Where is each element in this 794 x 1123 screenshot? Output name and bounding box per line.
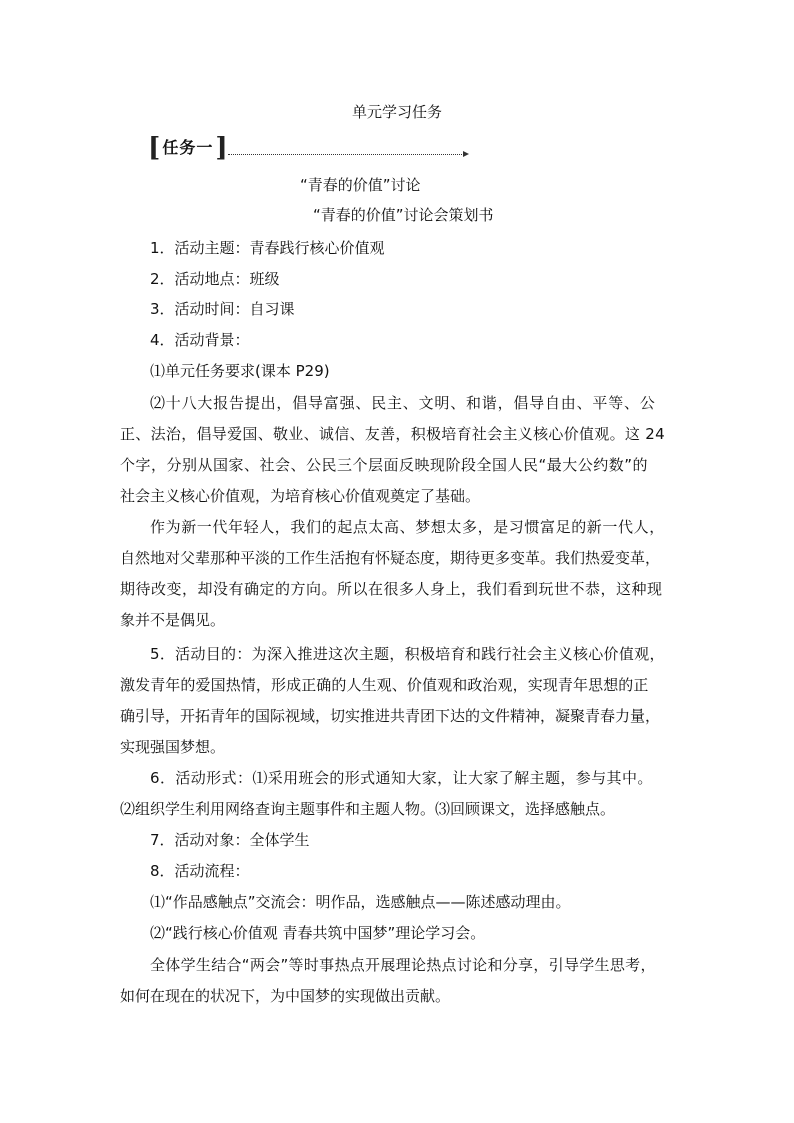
right-bracket-icon: ]	[215, 133, 228, 163]
unit-title: 单元学习任务	[351, 103, 442, 121]
task-badge	[148, 133, 228, 163]
paragraph-line: 全体学生结合“两会”等时事热点开展理论热点讨论和分享，引导学生思考，	[150, 956, 656, 974]
paragraph-line: 4．活动背景：	[150, 331, 250, 349]
paragraph-line: 激发青年的爱国热情，形成正确的人生观、价值观和政治观，实现青年思想的正	[120, 676, 649, 694]
paragraph-line: 2．活动地点：班级	[150, 270, 280, 288]
paragraph-line: 7．活动对象：全体学生	[150, 831, 310, 849]
plan-title: “青春的价值”讨论会策划书	[313, 206, 494, 224]
paragraph-line: 确引导，开拓青年的国际视域，切实推进共青团下达的文件精神，凝聚青春力量，	[120, 707, 661, 725]
paragraph-line: 如何在现在的状况下，为中国梦的实现做出贡献。	[120, 987, 451, 1005]
paragraph-line: 正、法治，倡导爱国、敬业、诚信、友善，积极培育社会主义核心价值观。这 24	[120, 425, 665, 443]
paragraph-line: 作为新一代年轻人，我们的起点太高、梦想太多，是习惯富足的新一代人，	[150, 518, 665, 536]
paragraph-line: 自然地对父辈那种平淡的工作生活抱有怀疑态度，期待更多变革。我们热爱变革，	[120, 549, 661, 567]
paragraph-line: 个字，分别从国家、社会、公民三个层面反映现阶段全国人民“最大公约数”的	[120, 456, 649, 474]
paragraph-line: ⑵组织学生利用网络查询主题事件和主题人物。⑶回顾课文，选择感触点。	[120, 800, 616, 818]
task-label: 任务一	[162, 138, 214, 157]
paragraph-line: ⑵“践行核心价值观 青春共筑中国梦”理论学习会。	[150, 924, 486, 942]
paragraph-line: 1．活动主题：青春践行核心价值观	[150, 239, 385, 257]
paragraph-line: 8．活动流程：	[150, 862, 250, 880]
paragraph-line: ⑴单元任务要求(课本 P29)	[150, 362, 330, 380]
paragraph-line: 象并不是偶见。	[120, 611, 226, 629]
paragraph-line: 社会主义核心价值观，为培育核心价值观奠定了基础。	[120, 487, 481, 505]
paragraph-line: ⑵十八大报告提出，倡导富强、民主、文明、和谐，倡导自由、平等、公	[150, 394, 656, 412]
task-divider	[228, 154, 466, 155]
paragraph-line: 期待改变，却没有确定的方向。所以在很多人身上，我们看到玩世不恭，这种现	[120, 580, 663, 598]
paragraph-line: 6．活动形式：⑴采用班会的形式通知大家，让大家了解主题，参与其中。	[150, 769, 653, 787]
paragraph-line: 实现强国梦想。	[120, 738, 226, 756]
paragraph-line: 5．活动目的：为深入推进这次主题，积极培育和践行社会主义核心价值观，	[150, 645, 665, 663]
section-subtitle: “青春的价值”讨论	[300, 176, 421, 194]
paragraph-line: ⑴“作品感触点”交流会：明作品，选感触点——陈述感动理由。	[150, 893, 571, 911]
paragraph-line: 3．活动时间：自习课	[150, 300, 295, 318]
left-bracket-icon: [	[148, 133, 161, 163]
arrow-right-icon	[463, 151, 469, 157]
